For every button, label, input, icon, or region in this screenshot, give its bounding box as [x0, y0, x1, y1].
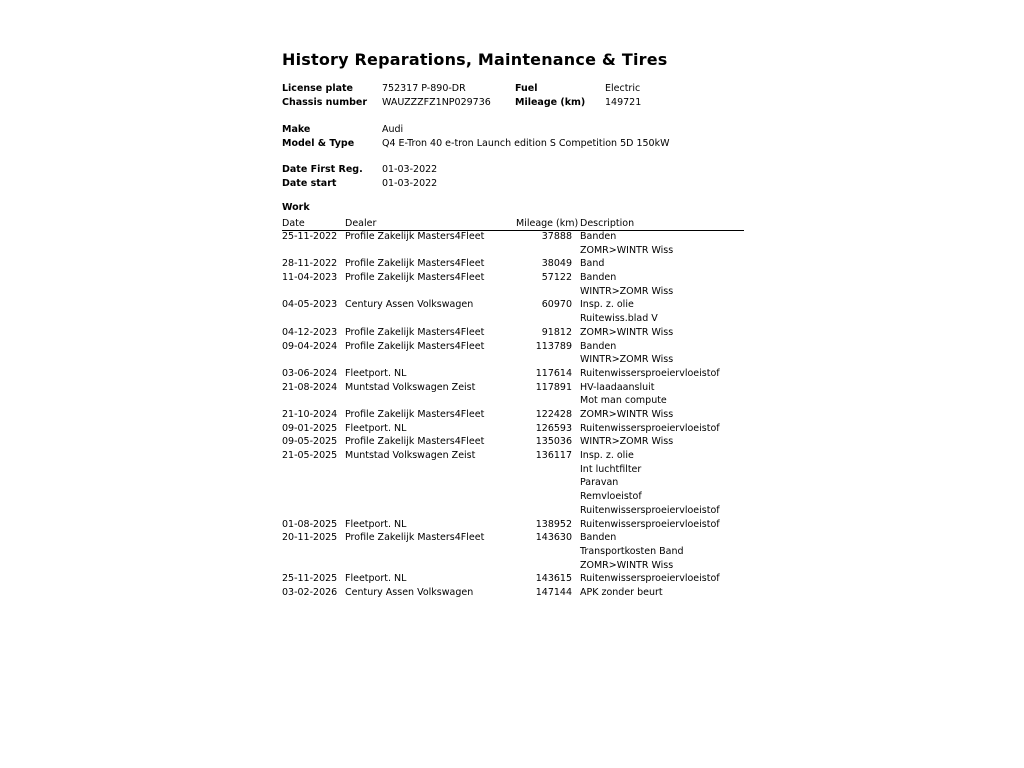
model-label: Model & Type: [282, 138, 355, 149]
description-line: Mot man compute: [580, 395, 667, 407]
description-line: Ruitenwissersproeiervloeistof: [580, 518, 720, 530]
row-dealer: Muntstad Volkswagen Zeist: [345, 381, 476, 393]
row-dealer: Fleetport. NL: [345, 422, 407, 434]
row-date: 25-11-2022: [282, 231, 338, 242]
work-table-body: [282, 231, 744, 601]
description-line: WINTR>ZOMR Wiss: [580, 436, 674, 448]
row-description: [580, 272, 673, 299]
row-dealer: Fleetport. NL: [345, 367, 407, 379]
row-mileage: 91812: [541, 326, 572, 338]
row-description: [580, 587, 663, 601]
row-dealer: Century Assen Volkswagen: [345, 299, 474, 311]
row-dealer: Profile Zakelijk Masters4Fleet: [345, 272, 485, 284]
row-description: [580, 258, 604, 272]
description-line: Remvloeistof: [580, 491, 642, 503]
table-row: [282, 587, 744, 601]
description-line: WINTR>ZOMR Wiss: [580, 354, 674, 366]
row-description: [580, 409, 673, 423]
table-row: [282, 573, 744, 587]
table-row: [282, 231, 744, 258]
row-description: [580, 382, 667, 409]
description-line: ZOMR>WINTR Wiss: [580, 559, 674, 571]
chassis-label: Chassis number: [282, 97, 368, 108]
row-dealer: Muntstad Volkswagen Zeist: [345, 450, 476, 462]
date-start-label: Date start: [282, 178, 337, 189]
description-line: Ruitewiss.blad V: [580, 313, 658, 325]
row-mileage: 135036: [535, 436, 572, 448]
row-dealer: Fleetport. NL: [345, 573, 407, 585]
description-line: Paravan: [580, 477, 619, 489]
fuel-label: Fuel: [515, 83, 538, 94]
header-mileage: Mileage (km): [516, 218, 579, 229]
model-value: Q4 E-Tron 40 e-tron Launch edition S Competition 5D 150kW: [382, 138, 670, 149]
row-dealer: Profile Zakelijk Masters4Fleet: [345, 340, 485, 352]
table-row: [282, 382, 744, 409]
table-row: [282, 532, 744, 573]
make-value: Audi: [382, 124, 404, 135]
row-mileage: 57122: [541, 272, 572, 284]
row-description: [580, 519, 720, 533]
table-row: [282, 409, 744, 423]
row-mileage: 38049: [541, 258, 572, 270]
description-line: Insp. z. olie: [580, 450, 634, 462]
license-plate-label: License plate: [282, 83, 354, 94]
row-description: [580, 299, 658, 326]
row-date: 28-11-2022: [282, 258, 338, 270]
row-date: 09-01-2025: [282, 422, 338, 434]
row-date: 11-04-2023: [282, 272, 338, 284]
row-mileage: 136117: [535, 450, 572, 462]
description-line: Ruitenwissersproeiervloeistof: [580, 422, 720, 434]
row-description: [580, 573, 720, 587]
row-description: [580, 231, 673, 258]
row-description: [580, 423, 720, 437]
description-line: ZOMR>WINTR Wiss: [580, 326, 674, 338]
table-row: [282, 299, 744, 326]
row-mileage: 126593: [535, 422, 572, 434]
row-date: 04-12-2023: [282, 326, 338, 338]
description-line: Banden: [580, 532, 617, 544]
row-mileage: 143630: [535, 532, 572, 544]
description-line: Transportkosten Band: [580, 545, 684, 557]
row-dealer: Profile Zakelijk Masters4Fleet: [345, 436, 485, 448]
description-line: Banden: [580, 340, 617, 352]
first-reg-value: 01-03-2022: [382, 164, 438, 175]
table-row: [282, 258, 744, 272]
table-row: [282, 272, 744, 299]
description-line: Int luchtfilter: [580, 463, 642, 475]
row-mileage: 138952: [535, 518, 572, 530]
work-table-header: [282, 218, 744, 231]
row-dealer: Fleetport. NL: [345, 518, 407, 530]
row-dealer: Century Assen Volkswagen: [345, 587, 474, 599]
page-title: History Reparations, Maintenance & Tires: [282, 50, 668, 69]
description-line: Banden: [580, 231, 617, 242]
description-line: Ruitenwissersproeiervloeistof: [580, 573, 720, 585]
row-mileage: 147144: [535, 587, 572, 599]
row-date: 25-11-2025: [282, 573, 338, 585]
date-start-value: 01-03-2022: [382, 178, 438, 189]
row-mileage: 117614: [535, 367, 572, 379]
row-dealer: Profile Zakelijk Masters4Fleet: [345, 326, 485, 338]
description-line: Ruitenwissersproeiervloeistof: [580, 367, 720, 379]
row-date: 09-04-2024: [282, 340, 338, 352]
work-section-title: Work: [282, 202, 310, 213]
row-dealer: Profile Zakelijk Masters4Fleet: [345, 532, 485, 544]
make-label: Make: [282, 124, 311, 135]
row-mileage: 143615: [535, 573, 572, 585]
table-row: [282, 368, 744, 382]
row-date: 09-05-2025: [282, 436, 338, 448]
description-line: Ruitenwissersproeiervloeistof: [580, 504, 720, 516]
row-mileage: 117891: [535, 381, 572, 393]
description-line: APK zonder beurt: [580, 587, 663, 599]
description-line: Band: [580, 258, 605, 270]
row-date: 20-11-2025: [282, 532, 338, 544]
row-date: 01-08-2025: [282, 518, 338, 530]
row-description: [580, 327, 673, 341]
description-line: Insp. z. olie: [580, 299, 634, 311]
row-description: [580, 341, 673, 368]
fuel-value: Electric: [605, 83, 641, 94]
row-description: [580, 532, 684, 573]
row-mileage: 113789: [535, 340, 572, 352]
description-line: WINTR>ZOMR Wiss: [580, 285, 674, 297]
first-reg-label: Date First Reg.: [282, 164, 363, 175]
description-line: ZOMR>WINTR Wiss: [580, 409, 674, 421]
row-mileage: 37888: [541, 231, 572, 242]
description-line: ZOMR>WINTR Wiss: [580, 244, 674, 256]
row-dealer: Profile Zakelijk Masters4Fleet: [345, 258, 485, 270]
row-mileage: 60970: [541, 299, 572, 311]
row-description: [580, 368, 720, 382]
table-row: [282, 436, 744, 450]
row-date: 21-05-2025: [282, 450, 338, 462]
row-date: 03-02-2026: [282, 587, 338, 599]
table-row: [282, 327, 744, 341]
row-date: 03-06-2024: [282, 367, 338, 379]
row-dealer: Profile Zakelijk Masters4Fleet: [345, 409, 485, 421]
row-dealer: Profile Zakelijk Masters4Fleet: [345, 231, 485, 242]
description-line: HV-laadaansluit: [580, 381, 655, 393]
license-plate-value: 752317 P-890-DR: [382, 83, 466, 94]
mileage-label: Mileage (km): [515, 97, 586, 108]
description-line: Banden: [580, 272, 617, 284]
row-description: [580, 436, 673, 450]
row-date: 21-08-2024: [282, 381, 338, 393]
chassis-value: WAUZZZFZ1NP029736: [382, 97, 491, 108]
table-row: [282, 450, 744, 519]
header-dealer: Dealer: [345, 218, 377, 229]
row-description: [580, 450, 720, 518]
row-mileage: 122428: [535, 409, 572, 421]
header-date: Date: [282, 218, 305, 229]
table-row: [282, 519, 744, 533]
row-date: 04-05-2023: [282, 299, 338, 311]
table-row: [282, 341, 744, 368]
row-date: 21-10-2024: [282, 409, 338, 421]
table-row: [282, 423, 744, 437]
header-description: Description: [580, 218, 635, 229]
mileage-value: 149721: [605, 97, 642, 108]
